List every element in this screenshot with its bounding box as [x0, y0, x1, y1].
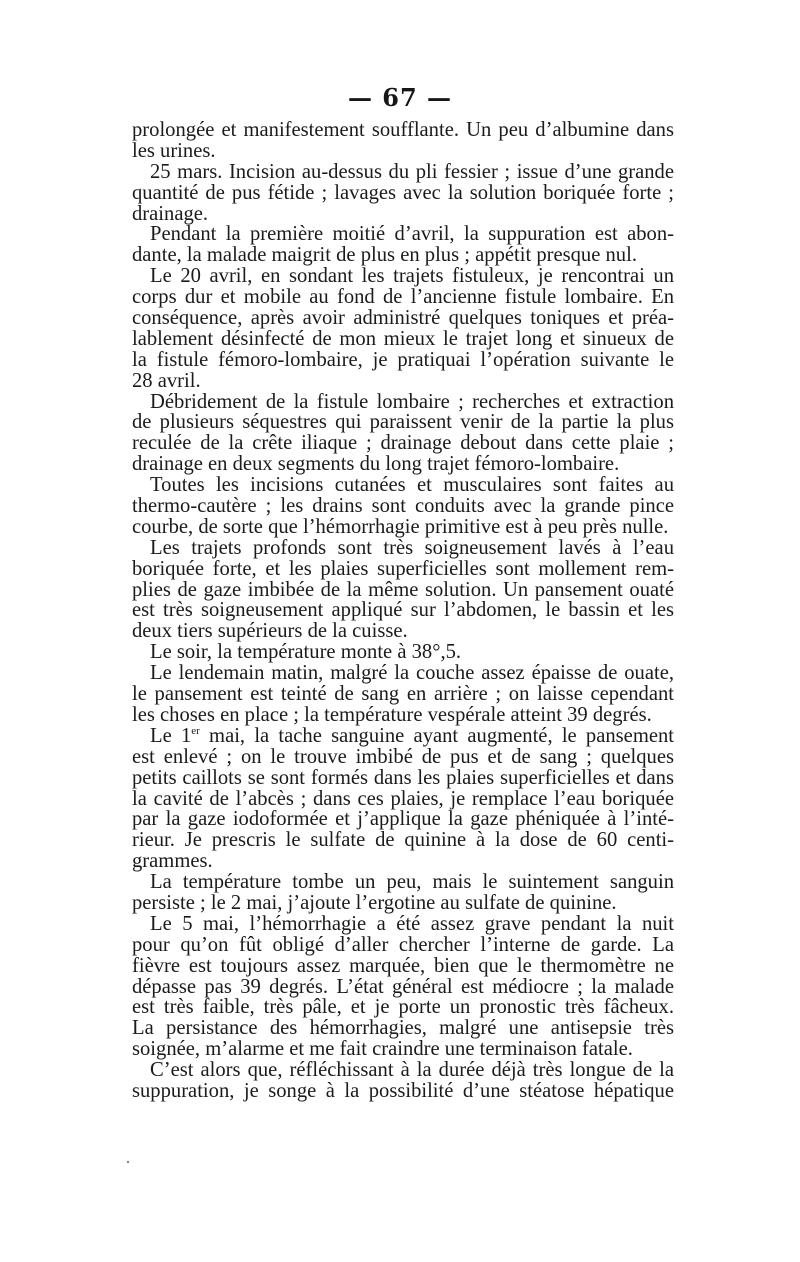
text-line: plies de gaze imbibée de la même solution. Un pansement ouaté — [132, 578, 674, 601]
text-line: prolongée et manifestement soufflante. Un peu d’albumine dans — [132, 119, 674, 141]
text-line: pour qu’on fût obligé d’aller chercher l’interne de garde. La — [132, 933, 674, 956]
text-line: Débridement de la fistule lombaire ; recherches et extraction — [150, 390, 674, 413]
text-line: thermo-cautère ; les drains sont conduits avec la grande pince — [132, 495, 674, 518]
text-line: rieur. Je prescris le sulfate de quinine à la dose de 60 centi- — [132, 829, 674, 852]
text-line: persiste ; le 2 mai, j’ajoute l’ergotine au sulfate de quinine. — [132, 891, 617, 914]
text-line: drainage. — [132, 202, 209, 225]
text-line: dépasse pas 39 degrés. L’état général est médiocre ; la malade — [132, 975, 674, 998]
text-line: soignée, m’alarme et me fait craindre une terminaison fatale. — [132, 1038, 633, 1061]
body-text — [132, 120, 674, 1102]
text-line: Le 5 mai, l’hémorrhagie a été assez grave pendant la nuit — [150, 912, 674, 935]
text-line: 28 avril. — [132, 369, 201, 392]
page-number: — 67 — — [347, 83, 453, 112]
text-line: dante, la malade maigrit de plus en plus ; appétit presque nul. — [132, 244, 637, 267]
text-line: les urines. — [132, 139, 216, 162]
text-line: Le lendemain matin, malgré la couche assez épaisse de ouate, — [150, 662, 674, 685]
text-line: boriquée forte, et les plaies superficielles sont mollement rem- — [132, 557, 674, 580]
text-line: le pansement est teinté de sang en arrière ; on laisse cependant — [132, 683, 674, 706]
text-line: est très faible, très pâle, et je porte un pronostic très fâcheux. — [132, 996, 674, 1019]
text-line: Pendant la première moitié d’avril, la suppuration est abon- — [150, 223, 674, 246]
text-line: La persistance des hémorrhagies, malgré une antisepsie très — [132, 1017, 674, 1040]
text-line: courbe, de sorte que l’hémorrhagie primitive est à peu près nulle. — [132, 515, 669, 538]
text-line: Toutes les incisions cutanées et musculaires sont faites au — [150, 474, 674, 497]
text-line: lablement désinfecté de mon mieux le trajet long et sinueux de — [132, 327, 674, 350]
text-line: les choses en place ; la température vespérale atteint 39 degrés. — [132, 703, 652, 726]
text-line: Le 1er mai, la tache sanguine ayant augmenté, le pansement — [150, 724, 674, 747]
text-line: conséquence, après avoir administré quelques toniques et préa- — [132, 307, 674, 330]
text-line: reculée de la crête iliaque ; drainage debout dans cette plaie ; — [132, 432, 674, 455]
text-line: fièvre est toujours assez marquée, bien que le thermomètre ne — [132, 954, 674, 977]
text-line: quantité de pus fétide ; lavages avec la solution boriquée forte ; — [132, 181, 674, 204]
text-line: grammes. — [132, 850, 213, 873]
print-speck — [127, 1161, 129, 1163]
text-line: Le soir, la température monte à 38°,5. — [150, 641, 462, 664]
text-line: C’est alors que, réfléchissant à la durée déjà très longue de la — [150, 1059, 674, 1082]
text-line: de plusieurs séquestres qui paraissent venir de la partie la plus — [132, 411, 674, 434]
text-line: est très soigneusement appliqué sur l’abdomen, le bassin et les — [132, 599, 674, 622]
text-line: par la gaze iodoformée et j’applique la gaze phéniquée à l’inté- — [132, 808, 674, 831]
text-line: Les trajets profonds sont très soigneusement lavés à l’eau — [150, 536, 674, 559]
text-line: corps dur et mobile au fond de l’ancienne fistule lombaire. En — [132, 286, 674, 309]
text-line: deux tiers supérieurs de la cuisse. — [132, 620, 408, 643]
text-line: Le 20 avril, en sondant les trajets fistuleux, je rencontrai un — [150, 265, 674, 288]
text-line: la fistule fémoro-lombaire, je pratiquai l’opération suivante le — [132, 348, 674, 371]
text-line: petits caillots se sont formés dans les plaies superficielles et dans — [132, 766, 674, 789]
text-line: est enlevé ; on le trouve imbibé de pus et de sang ; quelques — [132, 745, 674, 768]
text-line: drainage en deux segments du long trajet fémoro-lombaire. — [132, 453, 620, 476]
text-line: la cavité de l’abcès ; dans ces plaies, je remplace l’eau boriquée — [132, 787, 674, 810]
text-line: suppuration, je songe à la possibilité d’une stéatose hépatique — [132, 1079, 674, 1102]
text-line: La température tombe un peu, mais le suintement sanguin — [150, 871, 674, 894]
text-line: 25 mars. Incision au-dessus du pli fessier ; issue d’une grande — [150, 160, 674, 183]
